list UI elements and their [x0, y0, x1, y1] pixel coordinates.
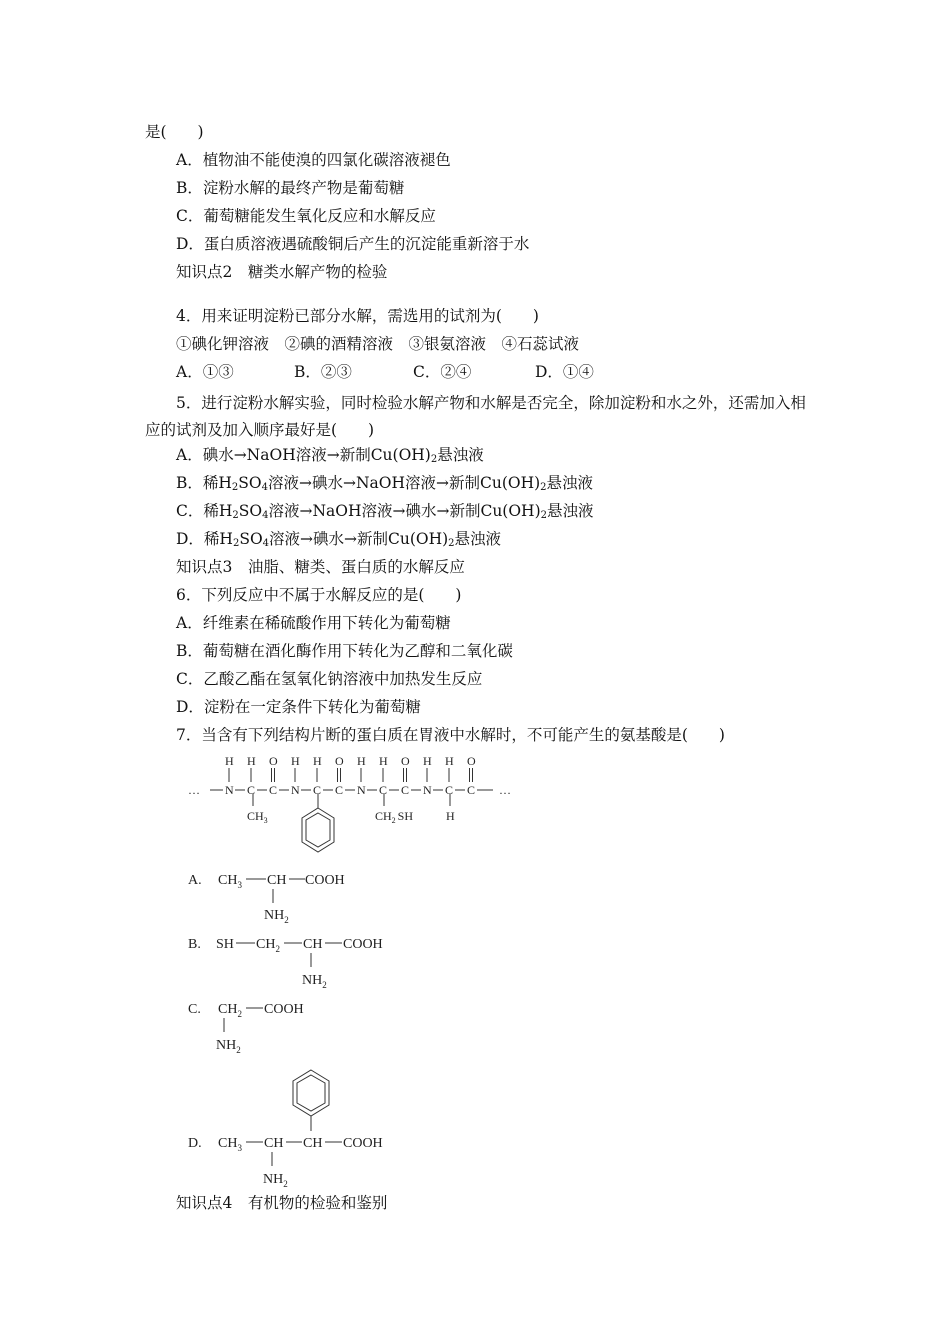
- chain-top-atom: O: [467, 754, 476, 768]
- chain-top-atom: H: [313, 754, 322, 768]
- q5-d-sub3: 2: [448, 538, 455, 549]
- q6-option-a: A．纤维素在稀硫酸作用下转化为葡萄糖: [176, 614, 451, 632]
- chain-ellipsis-right: …: [499, 783, 511, 797]
- q5-c-post: 悬浊液: [547, 502, 594, 520]
- q5-a-post: 悬浊液: [437, 446, 484, 464]
- q5-b-mid1: SO: [238, 474, 262, 492]
- q5-d-pre: D．稀H: [176, 530, 233, 548]
- q7-a-ch3: $CH_3$: [218, 873, 242, 890]
- q5-d-mid2: 溶液→碘水→新制Cu(OH): [269, 530, 449, 548]
- q7-c-nh2: $NH_2$: [216, 1038, 241, 1055]
- q5-c-sub3: 2: [540, 510, 547, 521]
- peptide-chain: [188, 754, 511, 797]
- q5-b-sub3: 2: [540, 482, 547, 493]
- q7-c-cooh: COOH: [264, 1002, 304, 1017]
- q5-a-sub: 2: [430, 454, 438, 465]
- chain-atom: N: [291, 783, 300, 797]
- q7-d-label: D.: [188, 1136, 202, 1151]
- q3-option-d: D．蛋白质溶液遇硫酸铜后产生的沉淀能重新溶于水: [176, 235, 530, 253]
- chain-top-atom: H: [225, 754, 234, 768]
- q5-c-sub2: 4: [262, 510, 269, 521]
- chain-top-atom: O: [269, 754, 278, 768]
- q6-option-d: D．淀粉在一定条件下转化为葡萄糖: [176, 698, 421, 716]
- q7-a-ch: CH: [267, 873, 287, 888]
- q5-b-sub2: 4: [261, 482, 268, 493]
- q5-c-mid1: SO: [238, 502, 263, 520]
- q5-d-sub2: 4: [262, 538, 270, 549]
- q5-stem: 5．进行淀粉水解实验，同时检验水解产物和水解是否完全，除加淀粉和水之外，还需加入相应的试剂及加入顺序最好是( ): [145, 394, 806, 439]
- q3-option-c: C．葡萄糖能发生氧化反应和水解反应: [176, 207, 436, 225]
- q7-option-c: [188, 1002, 304, 1055]
- knowledge-point-2-heading: 知识点2 糖类水解产物的检验: [176, 263, 388, 281]
- q6-option-b: B．葡萄糖在酒化酶作用下转化为乙醇和二氧化碳: [176, 642, 513, 660]
- q7-b-ch: CH: [303, 937, 323, 952]
- q4-option-d: D．①④: [535, 363, 594, 381]
- q3-option-b: B．淀粉水解的最终产物是葡萄糖: [176, 179, 405, 197]
- knowledge-point-4-heading: 知识点4 有机物的检验和鉴别: [176, 1194, 388, 1212]
- q7-b-nh2: $NH_2$: [302, 973, 327, 990]
- q5-c-sub1: 2: [232, 510, 239, 521]
- chain-atom: C: [467, 783, 476, 797]
- q7-b-cooh: COOH: [343, 937, 383, 952]
- q7-a-nh2: $NH_2$: [264, 908, 289, 925]
- chain-top-atom: H: [445, 754, 454, 768]
- q3-option-a: A．植物油不能使溴的四氯化碳溶液褪色: [176, 151, 451, 169]
- q5-b-post: 悬浊液: [546, 474, 594, 492]
- side-ch3: $CH_3$: [247, 809, 268, 825]
- chain-atom: C: [379, 783, 388, 797]
- side-h: H: [446, 809, 455, 823]
- q7-c-ch2: $CH_2$: [218, 1002, 242, 1019]
- chain-atom: N: [423, 783, 432, 797]
- q7-d-ch2: CH: [303, 1136, 323, 1151]
- chain-atom: N: [225, 783, 234, 797]
- benzene-ring-option-d: [293, 1070, 329, 1116]
- q7-option-a: [188, 873, 345, 925]
- chain-top-atom: H: [357, 754, 366, 768]
- q5-b-pre: B．稀H: [176, 474, 232, 492]
- q5-c-pre: C．稀H: [176, 502, 233, 520]
- chain-side-groups: [253, 794, 450, 852]
- q7-c-label: C.: [188, 1002, 201, 1017]
- chain-top-atom: H: [379, 754, 388, 768]
- benzene-ring-option-d-inner: [297, 1075, 325, 1111]
- chain-atom: C: [247, 783, 256, 797]
- q7-a-label: A.: [188, 873, 202, 888]
- q7-d-ch1: CH: [264, 1136, 284, 1151]
- q6-stem: 6．下列反应中不属于水解反应的是( ): [176, 586, 462, 604]
- q7-d-ch3: $CH_3$: [218, 1136, 242, 1153]
- chain-atom: C: [313, 783, 322, 797]
- chain-top-atom: O: [335, 754, 344, 768]
- q5-c-mid2: 溶液→NaOH溶液→碘水→新制Cu(OH): [268, 502, 541, 520]
- q4-option-c: C．②④: [413, 363, 472, 381]
- q7-b-label: B.: [188, 937, 201, 952]
- q3-stem-tail: 是( ): [145, 123, 204, 141]
- chain-atom: C: [269, 783, 278, 797]
- q7-option-b: [188, 937, 383, 990]
- chain-atom: C: [335, 783, 344, 797]
- q7-option-d: [188, 1070, 383, 1189]
- q5-d-post: 悬浊液: [454, 530, 502, 548]
- q5-d-sub1: 2: [232, 538, 240, 549]
- knowledge-point-3-heading: 知识点3 油脂、糖类、蛋白质的水解反应: [176, 558, 465, 576]
- q5-b-sub1: 2: [231, 482, 239, 493]
- q4-stem: 4．用来证明淀粉已部分水解，需选用的试剂为( ): [176, 307, 539, 325]
- chain-ellipsis-left: …: [188, 783, 200, 797]
- q5-d-mid1: SO: [239, 530, 263, 548]
- chain-top-atom: H: [423, 754, 432, 768]
- q4-option-a: A．①③: [176, 363, 234, 381]
- q4-reagents: ①碘化钾溶液 ②碘的酒精溶液 ③银氨溶液 ④石蕊试液: [176, 335, 580, 353]
- side-ch2sh: $CH_2$ SH: [375, 809, 414, 825]
- q7-b-ch2: $CH_2$: [256, 937, 280, 954]
- chain-atom: N: [357, 783, 366, 797]
- q7-d-cooh: COOH: [343, 1136, 383, 1151]
- chain-top-atom: H: [291, 754, 300, 768]
- chain-atom: C: [401, 783, 410, 797]
- q7-a-cooh: COOH: [305, 873, 345, 888]
- q5-b-mid2: 溶液→碘水→NaOH溶液→新制Cu(OH): [268, 474, 541, 492]
- benzene-ring-chain: [302, 808, 334, 852]
- chain-top-atom: O: [401, 754, 410, 768]
- q4-option-b: B．②③: [294, 363, 352, 381]
- benzene-ring-inner: [306, 813, 330, 847]
- q7-b-sh: SH: [216, 937, 234, 952]
- chain-atom: C: [445, 783, 454, 797]
- q5-a-pre: A．碘水→NaOH溶液→新制Cu(OH): [176, 446, 431, 464]
- q6-option-c: C．乙酸乙酯在氢氧化钠溶液中加热发生反应: [176, 670, 483, 688]
- q7-d-nh2: $NH_2$: [263, 1172, 288, 1189]
- chain-top-atom: H: [247, 754, 256, 768]
- q7-stem: 7．当含有下列结构片断的蛋白质在胃液中水解时，不可能产生的氨基酸是( ): [176, 726, 725, 744]
